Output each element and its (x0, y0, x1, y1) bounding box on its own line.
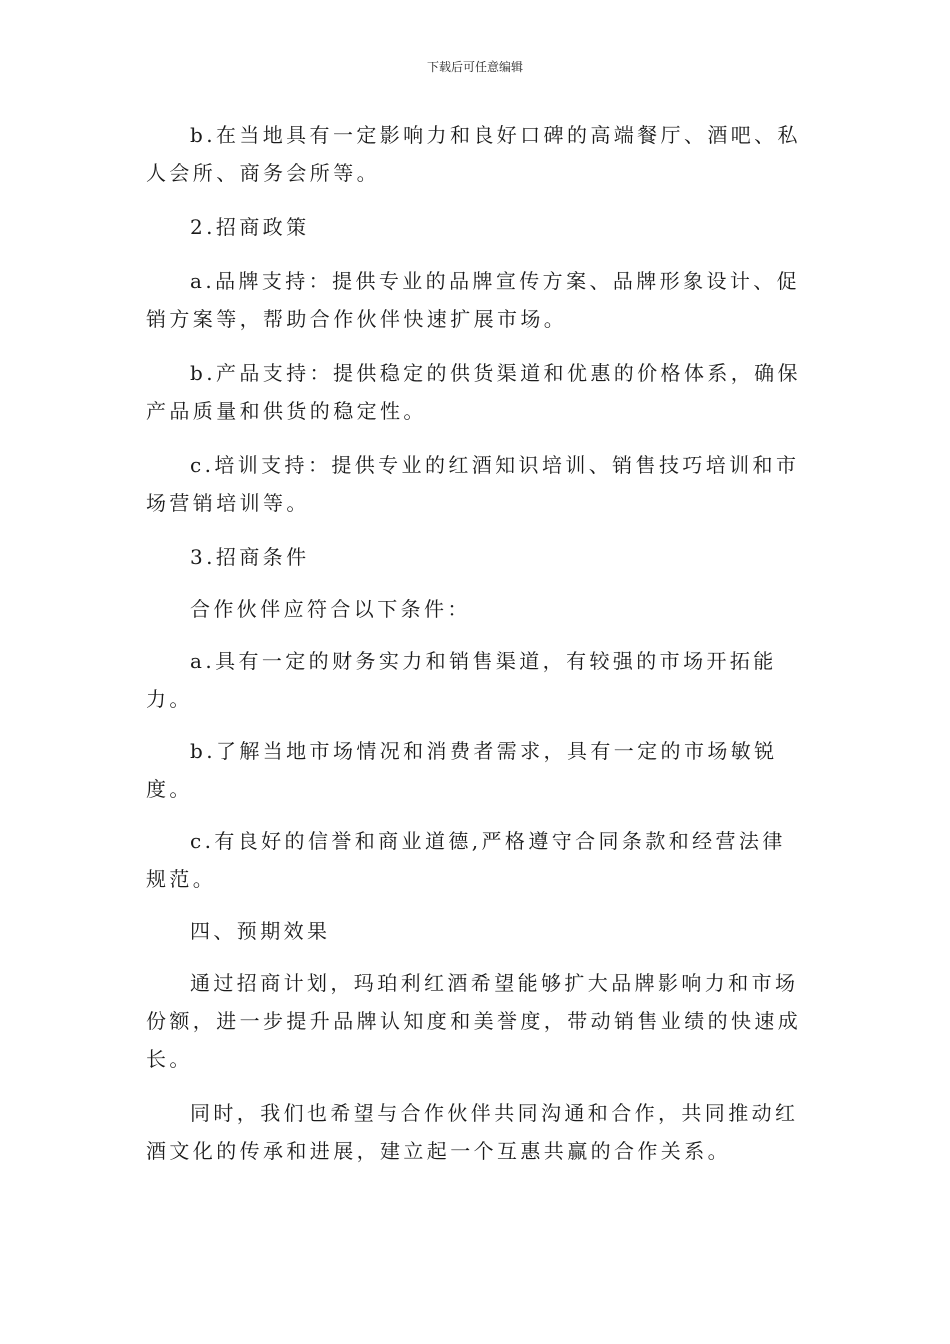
section-heading-expected: 四、预期效果 (190, 919, 331, 943)
paragraph-condition-c: c.有良好的信誉和商业道德,严格遵守合同条款和经营法律规范。 (146, 829, 786, 891)
section-heading-policy: 2.招商政策 (190, 215, 310, 239)
paragraph-venue-type: b.在当地具有一定影响力和良好口碑的高端餐厅、酒吧、私人会所、商务会所等。 (146, 123, 801, 185)
paragraph-conditions-intro: 合作伙伴应符合以下条件： (190, 597, 471, 621)
section-heading-conditions: 3.招商条件 (190, 545, 310, 569)
page-header-note: 下载后可任意编辑 (426, 60, 523, 74)
paragraph-brand-support: a.品牌支持：提供专业的品牌宣传方案、品牌形象设计、促销方案等，帮助合作伙伴快速扩展市场。 (146, 269, 801, 331)
paragraph-condition-b: b.了解当地市场情况和消费者需求，具有一定的市场敏锐度。 (146, 739, 778, 801)
paragraph-expected-2: 同时，我们也希望与合作伙伴共同沟通和合作，共同推动红酒文化的传承和进展，建立起一个互惠共赢的合作关系。 (146, 1101, 799, 1163)
paragraph-expected-1: 通过招商计划，玛珀利红酒希望能够扩大品牌影响力和市场份额，进一步提升品牌认知度和美誉度，带动销售业绩的快速成长。 (146, 971, 802, 1071)
paragraph-training-support: c.培训支持：提供专业的红酒知识培训、销售技巧培训和市场营销培训等。 (146, 453, 800, 515)
paragraph-condition-a: a.具有一定的财务实力和销售渠道，有较强的市场开拓能力。 (146, 649, 777, 711)
paragraph-product-support: b.产品支持：提供稳定的供货渠道和优惠的价格体系，确保产品质量和供货的稳定性。 (146, 361, 801, 423)
document-body (146, 116, 806, 1170)
